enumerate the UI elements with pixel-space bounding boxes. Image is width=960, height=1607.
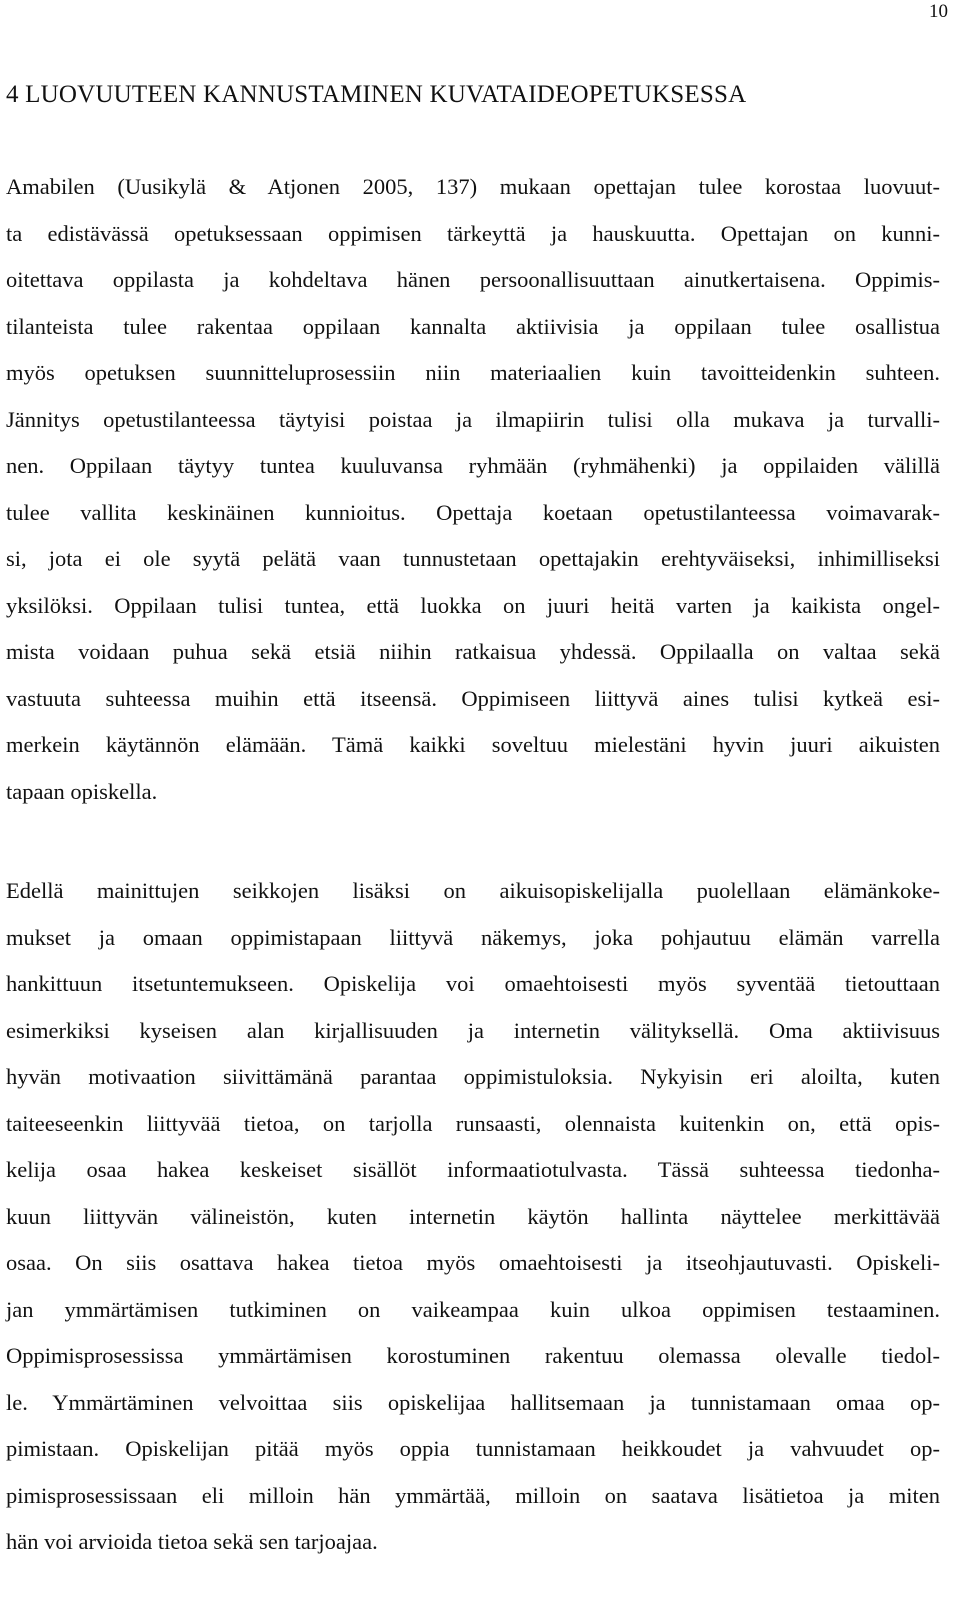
text-line: pimistaan. Opiskelijan pitää myös oppia tunnistamaan heikkoudet ja vahvuudet op- [6,1436,940,1461]
text-line: hän voi arvioida tietoa sekä sen tarjoajaa. [6,1529,378,1554]
text-line: myös opetuksen suunnitteluprosessiin niin materiaalien kuin tavoitteidenkin suhteen. [6,360,940,385]
text-line: ta edistävässä opetuksessaan oppimisen tärkeyttä ja hauskuutta. Opettajan on kunni- [6,220,940,246]
text-line: Oppimisprosessissa ymmärtämisen korostuminen rakentuu olemassa olevalle tiedol- [6,1343,940,1368]
text-line: pimisprosessissaan eli milloin hän ymmärtää, milloin on saatava lisätietoa ja miten [6,1482,940,1508]
page-number: 10 [929,1,948,22]
text-line: tulee vallita keskinäinen kunnioitus. Opettaja koetaan opetustilanteessa voimavarak- [6,499,940,525]
text-line: vastuuta suhteessa muihin että itseensä. Oppimiseen liittyvä aines tulisi kytkeä esi- [6,685,940,711]
text-line: mukset ja omaan oppimistapaan liittyvä näkemys, joka pohjautuu elämän varrella [6,924,940,950]
text-line: kelija osaa hakea keskeiset sisällöt informaatiotulvasta. Tässä suhteessa tiedonha- [6,1157,940,1182]
text-line: merkein käytännön elämään. Tämä kaikki soveltuu mielestäni hyvin juuri aikuisten [6,732,940,757]
text-line: osaa. On siis osattava hakea tietoa myös omaehtoisesti ja itseohjautuvasti. Opiskeli- [6,1250,940,1275]
text-line: mista voidaan puhua sekä etsiä niihin ratkaisua yhdessä. Oppilaalla on valtaa sekä [6,639,940,664]
text-line: jan ymmärtämisen tutkiminen on vaikeampaa kuin ulkoa oppimisen testaaminen. [6,1296,940,1322]
paragraph-1 [6,164,940,815]
text-line: le. Ymmärtäminen velvoittaa siis opiskelijaa hallitsemaan ja tunnistamaan omaa op- [6,1389,940,1415]
text-line: kuun liittyvän välineistön, kuten internetin käytön hallinta näyttelee merkittävää [6,1203,940,1229]
text-line: Amabilen (Uusikylä & Atjonen 2005, 137) mukaan opettajan tulee korostaa luovuut- [6,174,940,199]
chapter-heading: 4 LUOVUUTEEN KANNUSTAMINEN KUVATAIDEOPETUKSESSA [6,81,747,108]
text-line: yksilöksi. Oppilaan tulisi tuntea, että luokka on juuri heitä varten ja kaikista ongel- [6,592,940,618]
text-line: esimerkiksi kyseisen alan kirjallisuuden ja internetin välityksellä. Oma aktiivisuus [6,1017,940,1043]
text-line: nen. Oppilaan täytyy tuntea kuuluvansa ryhmään (ryhmähenki) ja oppilaiden välillä [6,453,940,478]
text-line: Edellä mainittujen seikkojen lisäksi on aikuisopiskelijalla puolellaan elämänkoke- [6,878,940,903]
text-line: hyvän motivaation siivittämänä parantaa oppimistuloksia. Nykyisin eri aloilta, kuten [6,1064,940,1089]
text-line: Jännitys opetustilanteessa täytyisi poistaa ja ilmapiirin tulisi olla mukava ja turvalli- [6,406,940,432]
text-line: taiteeseenkin liittyvää tietoa, on tarjolla runsaasti, olennaista kuitenkin on, että opis- [6,1110,940,1136]
text-line: tapaan opiskella. [6,778,158,804]
text-line: hankittuun itsetuntemukseen. Opiskelija voi omaehtoisesti myös syventää tietouttaan [6,971,940,996]
paragraph-2 [6,868,940,1566]
text-line: tilanteista tulee rakentaa oppilaan kannalta aktiivisia ja oppilaan tulee osallistua [6,313,940,339]
text-line: si, jota ei ole syytä pelätä vaan tunnustetaan opettajakin erehtyväiseksi, inhimilliseksi [6,546,940,571]
text-line: oitettava oppilasta ja kohdeltava hänen persoonallisuuttaan ainutkertaisena. Oppimis- [6,267,940,292]
